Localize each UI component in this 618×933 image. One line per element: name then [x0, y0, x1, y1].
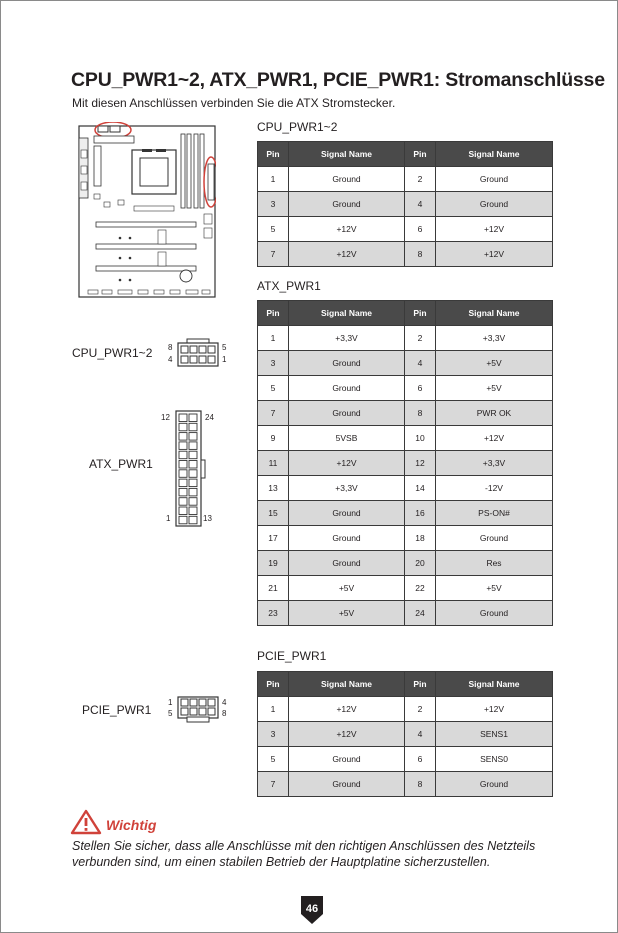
pin-number: 2 — [405, 167, 436, 192]
pcie-pin-label: 5 — [168, 709, 173, 718]
table-row — [258, 722, 553, 747]
atx-pwr-section-title: ATX_PWR1 — [257, 279, 321, 293]
pin-number: 12 — [405, 451, 436, 476]
atx-pwr-connector — [175, 410, 207, 528]
atx-pin-label: 1 — [166, 514, 171, 523]
pin-number: 22 — [405, 576, 436, 601]
pin-number: 6 — [405, 747, 436, 772]
pin-number: 21 — [258, 576, 289, 601]
pin-number: 8 — [405, 242, 436, 267]
table-row — [258, 601, 553, 626]
page-title: CPU_PWR1~2, ATX_PWR1, PCIE_PWR1: Stromanschlüsse — [71, 69, 605, 91]
cpu-pin-label: 1 — [222, 355, 227, 364]
signal-name: +12V — [436, 697, 553, 722]
page-number: 46 — [305, 903, 319, 915]
atx-pin-socket — [189, 488, 197, 496]
pin-number: 3 — [258, 192, 289, 217]
atx-pin-socket — [179, 507, 187, 515]
pin-number: 20 — [405, 551, 436, 576]
signal-name: +5V — [289, 601, 405, 626]
header-signal: Signal Name — [289, 301, 405, 326]
header-pin: Pin — [405, 672, 436, 697]
pin-number: 16 — [405, 501, 436, 526]
signal-name: Ground — [436, 772, 553, 797]
signal-name: +5V — [289, 576, 405, 601]
table-row — [258, 351, 553, 376]
table-row — [258, 167, 553, 192]
atx-pin-socket — [189, 498, 197, 506]
signal-name: 5VSB — [289, 426, 405, 451]
signal-name: Ground — [289, 551, 405, 576]
pcie-pin-label: 1 — [168, 698, 173, 707]
pin-number: 9 — [258, 426, 289, 451]
pcie-pwr-section-title: PCIE_PWR1 — [257, 649, 327, 663]
cpu-pwr-connector — [177, 338, 221, 368]
signal-name: +3,3V — [289, 326, 405, 351]
pcie-pwr-connector — [177, 695, 221, 725]
warning-title: Wichtig — [106, 817, 157, 833]
table-row — [258, 576, 553, 601]
header-pin: Pin — [405, 142, 436, 167]
cpu-pwr-section-title: CPU_PWR1~2 — [257, 120, 338, 134]
atx-pin-label: 13 — [203, 514, 212, 523]
atx-pin-socket — [179, 423, 187, 431]
atx-pin-socket — [189, 461, 197, 469]
atx-pin-socket — [179, 470, 187, 478]
pin-number: 5 — [258, 747, 289, 772]
motherboard-diagram — [78, 122, 216, 298]
table-row — [258, 526, 553, 551]
atx-pin-socket — [179, 433, 187, 441]
cpu-pin-label: 4 — [168, 355, 173, 364]
pin-number: 14 — [405, 476, 436, 501]
atx-pwr-table — [257, 300, 553, 626]
atx-pin-socket — [179, 498, 187, 506]
atx-pin-socket — [189, 433, 197, 441]
signal-name: +3,3V — [436, 451, 553, 476]
signal-name: Ground — [289, 376, 405, 401]
table-row — [258, 242, 553, 267]
table-row — [258, 501, 553, 526]
pin-number: 1 — [258, 167, 289, 192]
signal-name: SENS0 — [436, 747, 553, 772]
table-row — [258, 426, 553, 451]
header-pin: Pin — [258, 142, 289, 167]
signal-name: Ground — [289, 747, 405, 772]
atx-pin-socket — [189, 414, 197, 422]
atx-pin-socket — [179, 414, 187, 422]
pin-number: 18 — [405, 526, 436, 551]
pin-number: 3 — [258, 722, 289, 747]
pin-number: 11 — [258, 451, 289, 476]
signal-name: +5V — [436, 351, 553, 376]
signal-name: +12V — [436, 217, 553, 242]
pin-number: 7 — [258, 242, 289, 267]
cpu-pwr-table — [257, 141, 553, 267]
table-row — [258, 551, 553, 576]
atx-pin-label: 12 — [161, 413, 170, 422]
cpu-pin-label: 8 — [168, 343, 173, 352]
pin-number: 24 — [405, 601, 436, 626]
pcie-pin-label: 4 — [222, 698, 227, 707]
pin-number: 15 — [258, 501, 289, 526]
signal-name: SENS1 — [436, 722, 553, 747]
atx-pin-socket — [189, 507, 197, 515]
pin-number: 2 — [405, 326, 436, 351]
signal-name: +12V — [289, 451, 405, 476]
table-row — [258, 772, 553, 797]
atx-pin-socket — [189, 423, 197, 431]
pin-number: 19 — [258, 551, 289, 576]
signal-name: Ground — [436, 601, 553, 626]
pcie-pwr-label: PCIE_PWR1 — [82, 703, 152, 717]
pcie-pin-label: 8 — [222, 709, 227, 718]
pin-number: 8 — [405, 772, 436, 797]
pin-number: 4 — [405, 722, 436, 747]
header-signal: Signal Name — [436, 142, 553, 167]
pin-number: 1 — [258, 326, 289, 351]
pin-number: 7 — [258, 401, 289, 426]
warning-icon — [70, 809, 102, 835]
signal-name: PWR OK — [436, 401, 553, 426]
signal-name: Ground — [289, 526, 405, 551]
pin-number: 17 — [258, 526, 289, 551]
atx-pin-socket — [179, 461, 187, 469]
pin-number: 7 — [258, 772, 289, 797]
atx-pin-socket — [189, 451, 197, 459]
pin-number: 3 — [258, 351, 289, 376]
pin-number: 10 — [405, 426, 436, 451]
table-row — [258, 326, 553, 351]
atx-pwr-label: ATX_PWR1 — [89, 457, 153, 471]
page-subtitle: Mit diesen Anschlüssen verbinden Sie die ATX Stromstecker. — [72, 96, 396, 110]
header-signal: Signal Name — [436, 672, 553, 697]
header-signal: Signal Name — [436, 301, 553, 326]
table-row — [258, 192, 553, 217]
signal-name: +12V — [289, 242, 405, 267]
pin-number: 6 — [405, 376, 436, 401]
pin-number: 6 — [405, 217, 436, 242]
atx-pin-socket — [179, 488, 187, 496]
atx-pin-socket — [179, 451, 187, 459]
pin-number: 1 — [258, 697, 289, 722]
table-row — [258, 376, 553, 401]
atx-pin-socket — [189, 479, 197, 487]
signal-name: PS-ON# — [436, 501, 553, 526]
header-signal: Signal Name — [289, 672, 405, 697]
atx-pin-label: 24 — [205, 413, 214, 422]
signal-name: +3,3V — [436, 326, 553, 351]
atx-pin-socket — [179, 516, 187, 524]
atx-pin-socket — [179, 442, 187, 450]
header-pin: Pin — [258, 301, 289, 326]
signal-name: +12V — [436, 242, 553, 267]
signal-name: Ground — [289, 501, 405, 526]
signal-name: Ground — [289, 772, 405, 797]
cpu-pwr-label: CPU_PWR1~2 — [72, 346, 153, 360]
signal-name: +12V — [436, 426, 553, 451]
signal-name: +12V — [289, 697, 405, 722]
signal-name: +12V — [289, 217, 405, 242]
pin-number: 4 — [405, 351, 436, 376]
signal-name: Ground — [436, 167, 553, 192]
header-signal: Signal Name — [289, 142, 405, 167]
table-row — [258, 747, 553, 772]
table-row — [258, 451, 553, 476]
signal-name: Ground — [436, 192, 553, 217]
warning-text: Stellen Sie sicher, dass alle Anschlüsse mit den richtigen Anschlüssen des Netzteils verbunden sind, um einen stabilen Betrieb der Hauptplatine sicherzustellen. — [72, 839, 536, 869]
signal-name: Res — [436, 551, 553, 576]
atx-pin-socket — [189, 516, 197, 524]
signal-name: -12V — [436, 476, 553, 501]
signal-name: Ground — [289, 192, 405, 217]
table-row — [258, 217, 553, 242]
signal-name: +5V — [436, 576, 553, 601]
table-row — [258, 697, 553, 722]
signal-name: Ground — [289, 351, 405, 376]
atx-pin-socket — [189, 470, 197, 478]
table-row — [258, 476, 553, 501]
pin-number: 23 — [258, 601, 289, 626]
pin-number: 13 — [258, 476, 289, 501]
cpu-pin-label: 5 — [222, 343, 227, 352]
header-pin: Pin — [258, 672, 289, 697]
signal-name: +3,3V — [289, 476, 405, 501]
signal-name: Ground — [289, 167, 405, 192]
pin-number: 4 — [405, 192, 436, 217]
table-row — [258, 401, 553, 426]
pin-number: 8 — [405, 401, 436, 426]
signal-name: Ground — [289, 401, 405, 426]
signal-name: +5V — [436, 376, 553, 401]
atx-pin-socket — [179, 479, 187, 487]
signal-name: Ground — [436, 526, 553, 551]
pin-number: 5 — [258, 217, 289, 242]
header-pin: Pin — [405, 301, 436, 326]
pcie-pwr-table — [257, 671, 553, 797]
pin-number: 5 — [258, 376, 289, 401]
signal-name: +12V — [289, 722, 405, 747]
atx-pin-socket — [189, 442, 197, 450]
pin-number: 2 — [405, 697, 436, 722]
